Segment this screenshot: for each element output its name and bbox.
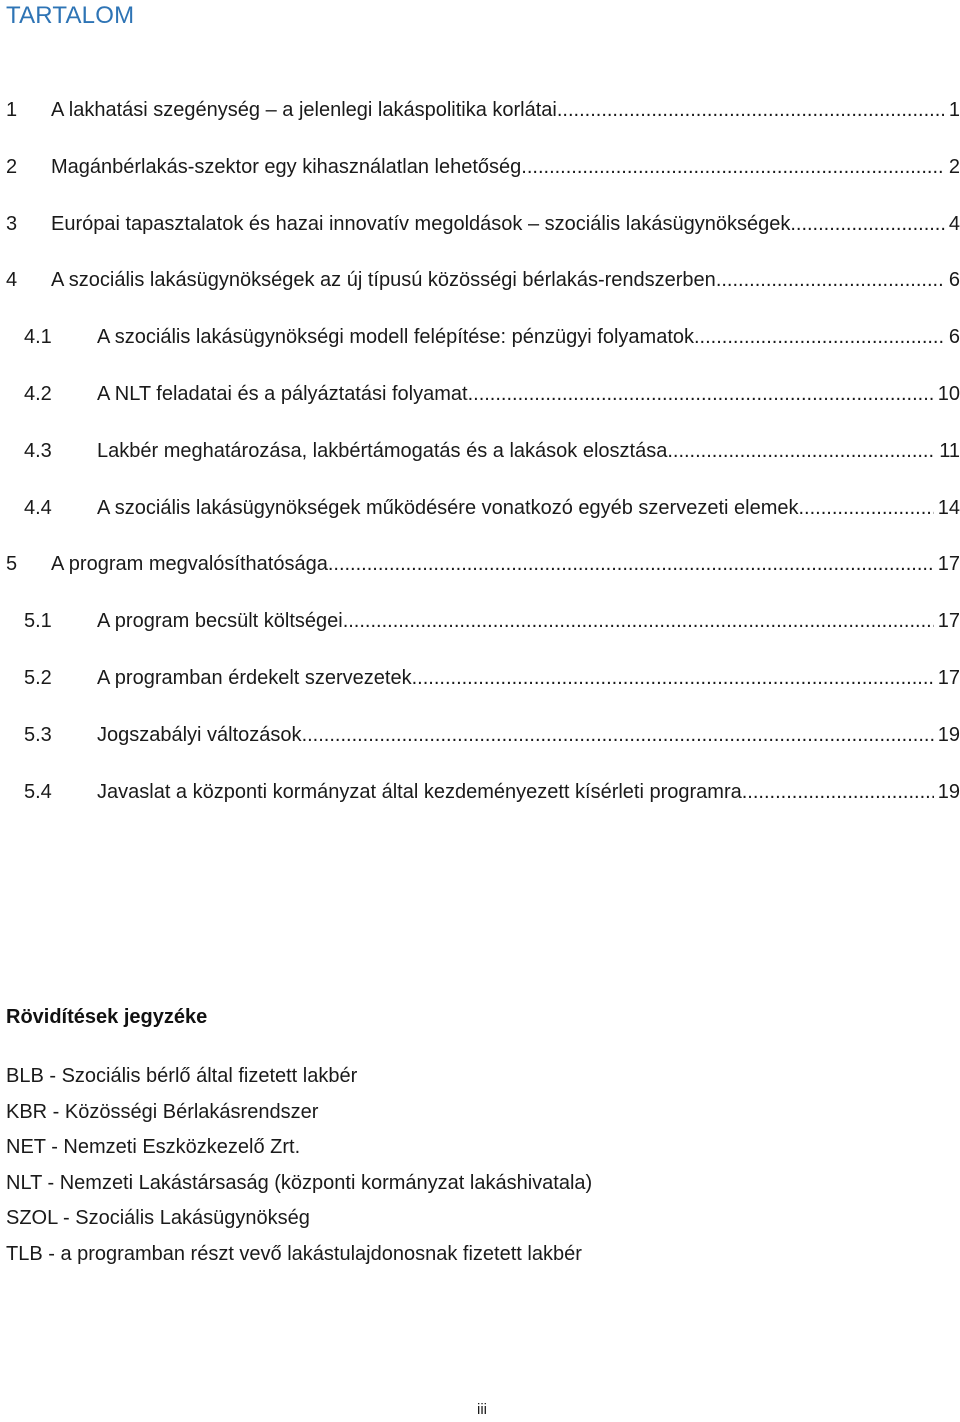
toc-dot-leader — [790, 210, 945, 238]
toc-dot-leader — [557, 96, 945, 124]
abbreviation-item: NLT - Nemzeti Lakástársaság (központi kormányzat lakáshivatala) — [6, 1171, 593, 1194]
toc-dot-leader — [468, 380, 934, 408]
toc-entry-page: 11 — [939, 439, 960, 462]
toc-dot-leader — [343, 607, 934, 635]
toc-entry-page: 17 — [937, 666, 960, 689]
toc-entry-page: 6 — [948, 326, 960, 349]
toc-entry-label: A programban érdekelt szervezetek — [97, 666, 412, 689]
toc-dot-leader — [328, 550, 934, 578]
toc-entry[interactable] — [6, 153, 960, 210]
toc-entry[interactable] — [6, 380, 960, 437]
toc-entry[interactable] — [6, 721, 960, 778]
toc-dot-leader — [412, 664, 934, 692]
toc-entry-label: A lakhatási szegénység – a jelenlegi lakáspolitika korlátai — [51, 99, 557, 121]
abbreviation-item: NET - Nemzeti Eszközkezelő Zrt. — [6, 1136, 301, 1158]
abbreviation-item: TLB - a programban részt vevő lakástulajdonosnak fizetett lakbér — [6, 1242, 582, 1265]
toc-entry-page: 17 — [937, 553, 960, 576]
toc-entry-page: 1 — [948, 99, 960, 121]
toc-dot-leader — [302, 721, 934, 749]
toc-entry[interactable] — [6, 210, 960, 267]
toc-entry-number: 1 — [6, 99, 18, 121]
abbreviations-list — [6, 1059, 592, 1272]
toc-entry-label: Javaslat a központi kormányzat által kezdeményezett kísérleti programra — [97, 780, 742, 803]
abbreviations-heading: Rövidítések jegyzéke — [6, 1006, 208, 1028]
toc-entry-label: A program becsült költségei — [97, 610, 343, 633]
toc-entry[interactable] — [6, 96, 960, 153]
toc-entry-number: 4 — [6, 269, 18, 292]
toc-entry-label: A NLT feladatai és a pályáztatási folyamat — [97, 382, 468, 405]
toc-entry-page: 6 — [948, 269, 960, 292]
toc-entry[interactable] — [6, 266, 960, 323]
toc-dot-leader — [716, 266, 945, 294]
toc-dot-leader — [798, 494, 933, 522]
toc-entry-label: A szociális lakásügynökségek az új típusú közösségi bérlakás-rendszerben — [51, 269, 716, 292]
toc-entry[interactable] — [6, 550, 960, 607]
toc-entry[interactable] — [6, 607, 960, 664]
toc-entry[interactable] — [6, 437, 960, 494]
toc-entry-page: 2 — [948, 155, 960, 178]
toc-entry-page: 10 — [937, 382, 960, 405]
toc-entry-number: 5.3 — [24, 723, 52, 746]
page-title: TARTALOM — [6, 2, 135, 29]
toc-entry-page: 17 — [937, 610, 960, 633]
toc-entry-label: A program megvalósíthatósága — [51, 553, 328, 576]
toc-entry-number: 5.2 — [24, 666, 52, 689]
toc-entry-number: 5 — [6, 553, 18, 576]
toc-entry-page: 19 — [937, 723, 960, 746]
toc-entry-label: Magánbérlakás-szektor egy kihasználatlan lehetőség — [51, 155, 522, 178]
abbreviation-item: KBR - Közösségi Bérlakásrendszer — [6, 1100, 319, 1123]
toc-entry-number: 4.1 — [24, 326, 52, 349]
toc-entry-number: 4.2 — [24, 382, 52, 405]
toc-entry-page: 19 — [937, 780, 960, 803]
toc-entry-page: 14 — [937, 496, 960, 519]
toc-entry-page: 4 — [948, 212, 960, 235]
toc-entry-number: 5.4 — [24, 780, 52, 803]
toc-entry[interactable] — [6, 778, 960, 835]
toc-entry-number: 4.3 — [24, 439, 52, 462]
toc-entry[interactable] — [6, 323, 960, 380]
toc-entry-number: 3 — [6, 212, 18, 235]
toc-entry-label: Lakbér meghatározása, lakbértámogatás és a lakások elosztása — [97, 439, 668, 462]
table-of-contents — [6, 96, 960, 834]
toc-dot-leader — [742, 778, 934, 806]
toc-entry-label: Európai tapasztalatok és hazai innovatív megoldások – szociális lakásügynökségek — [51, 212, 791, 235]
toc-entry-label: Jogszabályi változások — [97, 723, 302, 746]
toc-entry-number: 2 — [6, 155, 18, 178]
toc-dot-leader — [667, 437, 935, 465]
toc-entry-number: 5.1 — [24, 610, 52, 633]
abbreviation-item: BLB - Szociális bérlő által fizetett lakbér — [6, 1065, 358, 1087]
toc-dot-leader — [521, 153, 945, 181]
toc-entry-label: A szociális lakásügynökségi modell felépítése: pénzügyi folyamatok — [97, 326, 694, 349]
page-number: iii — [477, 1401, 487, 1418]
abbreviation-item: SZOL - Szociális Lakásügynökség — [6, 1207, 310, 1229]
toc-entry-label: A szociális lakásügynökségek működésére vonatkozó egyéb szervezeti elemek — [97, 496, 799, 519]
toc-dot-leader — [694, 323, 945, 351]
toc-entry-number: 4.4 — [24, 496, 52, 519]
toc-entry[interactable] — [6, 494, 960, 551]
toc-entry[interactable] — [6, 664, 960, 721]
